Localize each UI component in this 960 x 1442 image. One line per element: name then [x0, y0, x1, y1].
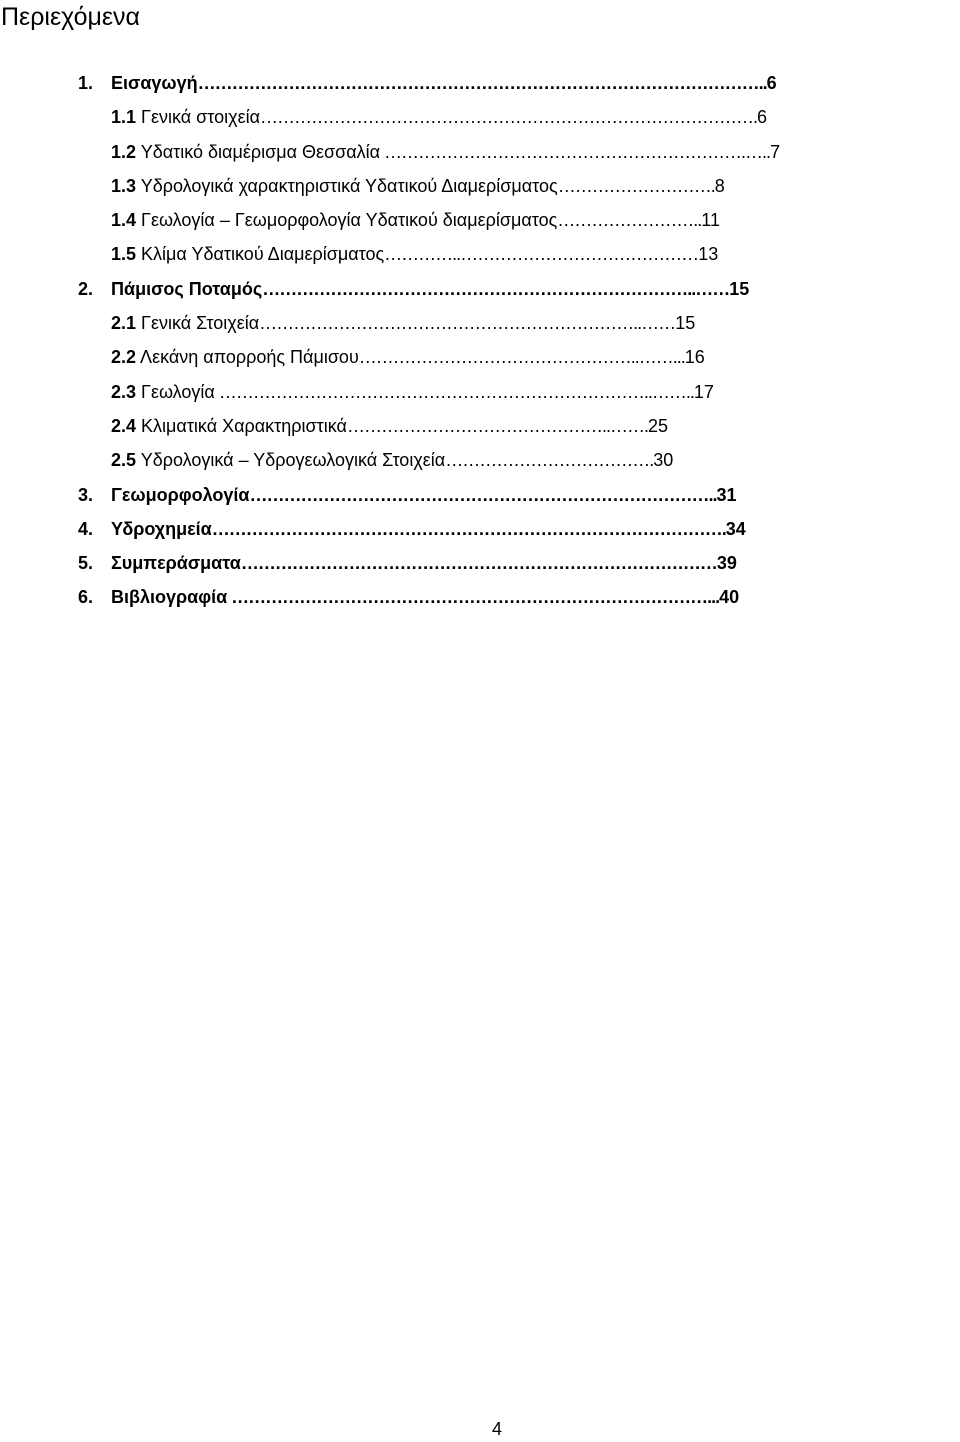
- toc-entry-label: Κλιματικά Χαρακτηριστικά: [136, 415, 347, 436]
- toc-entry[interactable]: [78, 409, 960, 443]
- toc-entry-page-number: 17: [693, 381, 714, 402]
- toc-entry-number: 4.: [78, 518, 94, 539]
- toc-entry[interactable]: [78, 169, 960, 203]
- toc-entry-page-number: 6: [766, 73, 777, 93]
- toc-dot-leader: ………………………………………………………………………..: [249, 484, 717, 505]
- toc-dot-leader: ……………………………………………………….…..: [380, 141, 771, 162]
- toc-entry-number: 3.: [78, 484, 94, 505]
- toc-entry[interactable]: [78, 580, 960, 614]
- toc-entry-page-number: 31: [716, 484, 737, 505]
- toc-entry-page-number: 15: [675, 313, 696, 334]
- toc-entry-number: 5.: [78, 553, 94, 574]
- toc-entry[interactable]: [78, 203, 960, 237]
- toc-entry-number: 2.5: [111, 450, 137, 471]
- toc-entry-label: Υδατικό διαμέρισμα Θεσσαλία: [136, 141, 381, 162]
- toc-dot-leader: …………………………………………………………………………….: [260, 107, 758, 128]
- toc-entry[interactable]: [78, 340, 960, 374]
- toc-entry[interactable]: [78, 272, 960, 306]
- toc-entry-number: 2.2: [111, 347, 137, 368]
- toc-entry-number: 2.4: [111, 415, 137, 436]
- toc-entry-number: 1.2: [111, 141, 137, 162]
- toc-entry[interactable]: [78, 100, 960, 134]
- toc-dot-leader: …………………………………………………………………..……: [262, 278, 730, 299]
- toc-dot-leader: ………………………………………..…….: [346, 415, 648, 436]
- toc-entry-label: Συμπεράσματα: [111, 553, 241, 574]
- toc-entry-number: 2.3: [111, 381, 137, 402]
- toc-entry-number: 2.1: [111, 313, 137, 334]
- toc-entry-page-number: 8: [714, 175, 725, 196]
- toc-dot-leader: ……………………………………………………………………………….: [211, 518, 726, 539]
- toc-dot-leader: ………………………………………………………………………………………..: [197, 73, 767, 93]
- toc-entry[interactable]: [78, 478, 960, 512]
- toc-dot-leader: …………………………………………………………………..……..: [214, 381, 694, 402]
- toc-entry-page-number: 6: [757, 107, 768, 128]
- toc-entry-page-number: 39: [716, 553, 737, 574]
- toc-entry-page-number: 25: [647, 415, 668, 436]
- table-of-contents: [78, 66, 960, 615]
- toc-dot-leader: …………..……………………………………: [384, 244, 699, 265]
- toc-entry-number: 2.: [78, 278, 94, 299]
- toc-entry-page-number: 30: [653, 450, 674, 471]
- toc-dot-leader: …………………………………………………………..……: [259, 313, 676, 334]
- toc-entry-page-number: 7: [770, 141, 781, 162]
- toc-entry-page-number: 34: [725, 518, 746, 539]
- toc-entry[interactable]: [78, 375, 960, 409]
- toc-entry-page-number: 40: [719, 587, 740, 608]
- toc-entry-label: Εισαγωγή: [111, 73, 198, 93]
- toc-entry[interactable]: [78, 443, 960, 477]
- toc-entry-label: Υδρολογικά – Υδρογεωλογικά Στοιχεία: [136, 450, 446, 471]
- toc-entry-label: Γεωμορφολογία: [111, 484, 250, 505]
- toc-dot-leader: ……………………….: [557, 175, 715, 196]
- toc-entry-label: Κλίμα Υδατικού Διαμερίσματος: [136, 244, 385, 265]
- toc-entry-page-number: 15: [729, 278, 750, 299]
- toc-entry[interactable]: [78, 135, 960, 169]
- toc-dot-leader: …………………………………………………………………………...: [227, 587, 720, 608]
- toc-entry[interactable]: [78, 66, 960, 100]
- toc-entry-number: 1.: [78, 73, 94, 93]
- toc-dot-leader: …………………………………………..……...: [358, 347, 685, 368]
- toc-entry-label: Βιβλιογραφία: [111, 587, 228, 608]
- toc-dot-leader: ……………………………….: [445, 450, 654, 471]
- toc-entry-label: Γεωλογία: [136, 381, 215, 402]
- toc-entry-label: Λεκάνη απορροής Πάμισου: [136, 347, 359, 368]
- toc-entry[interactable]: [78, 306, 960, 340]
- toc-entry-number: 1.1: [111, 107, 137, 128]
- toc-entry[interactable]: [78, 546, 960, 580]
- toc-dot-leader: …………………………………………………………………………: [240, 553, 717, 574]
- toc-entry-label: Υδροχημεία: [111, 518, 212, 539]
- toc-entry-number: 1.3: [111, 175, 137, 196]
- toc-entry-page-number: 16: [684, 347, 705, 368]
- toc-entry-label: Πάμισος Ποταμός: [111, 278, 263, 299]
- toc-entry-page-number: 13: [698, 244, 719, 265]
- page-number: 4: [492, 1419, 503, 1439]
- toc-entry[interactable]: [78, 512, 960, 546]
- toc-entry-number: 6.: [78, 587, 94, 608]
- toc-entry-label: Υδρολογικά χαρακτηριστικά Υδατικού Διαμερίσματος: [136, 175, 558, 196]
- toc-dot-leader: ……………………..: [557, 210, 702, 231]
- toc-entry-page-number: 11: [701, 210, 720, 231]
- toc-entry-label: Γενικά Στοιχεία: [136, 313, 260, 334]
- toc-entry-number: 1.4: [111, 210, 137, 231]
- toc-entry[interactable]: [78, 237, 960, 271]
- toc-entry-label: Γεωλογία – Γεωμορφολογία Υδατικού διαμερίσματος: [136, 210, 558, 231]
- toc-entry-label: Γενικά στοιχεία: [136, 107, 261, 128]
- toc-entry-number: 1.5: [111, 244, 137, 265]
- page-title: Περιεχόμενα: [1, 3, 140, 31]
